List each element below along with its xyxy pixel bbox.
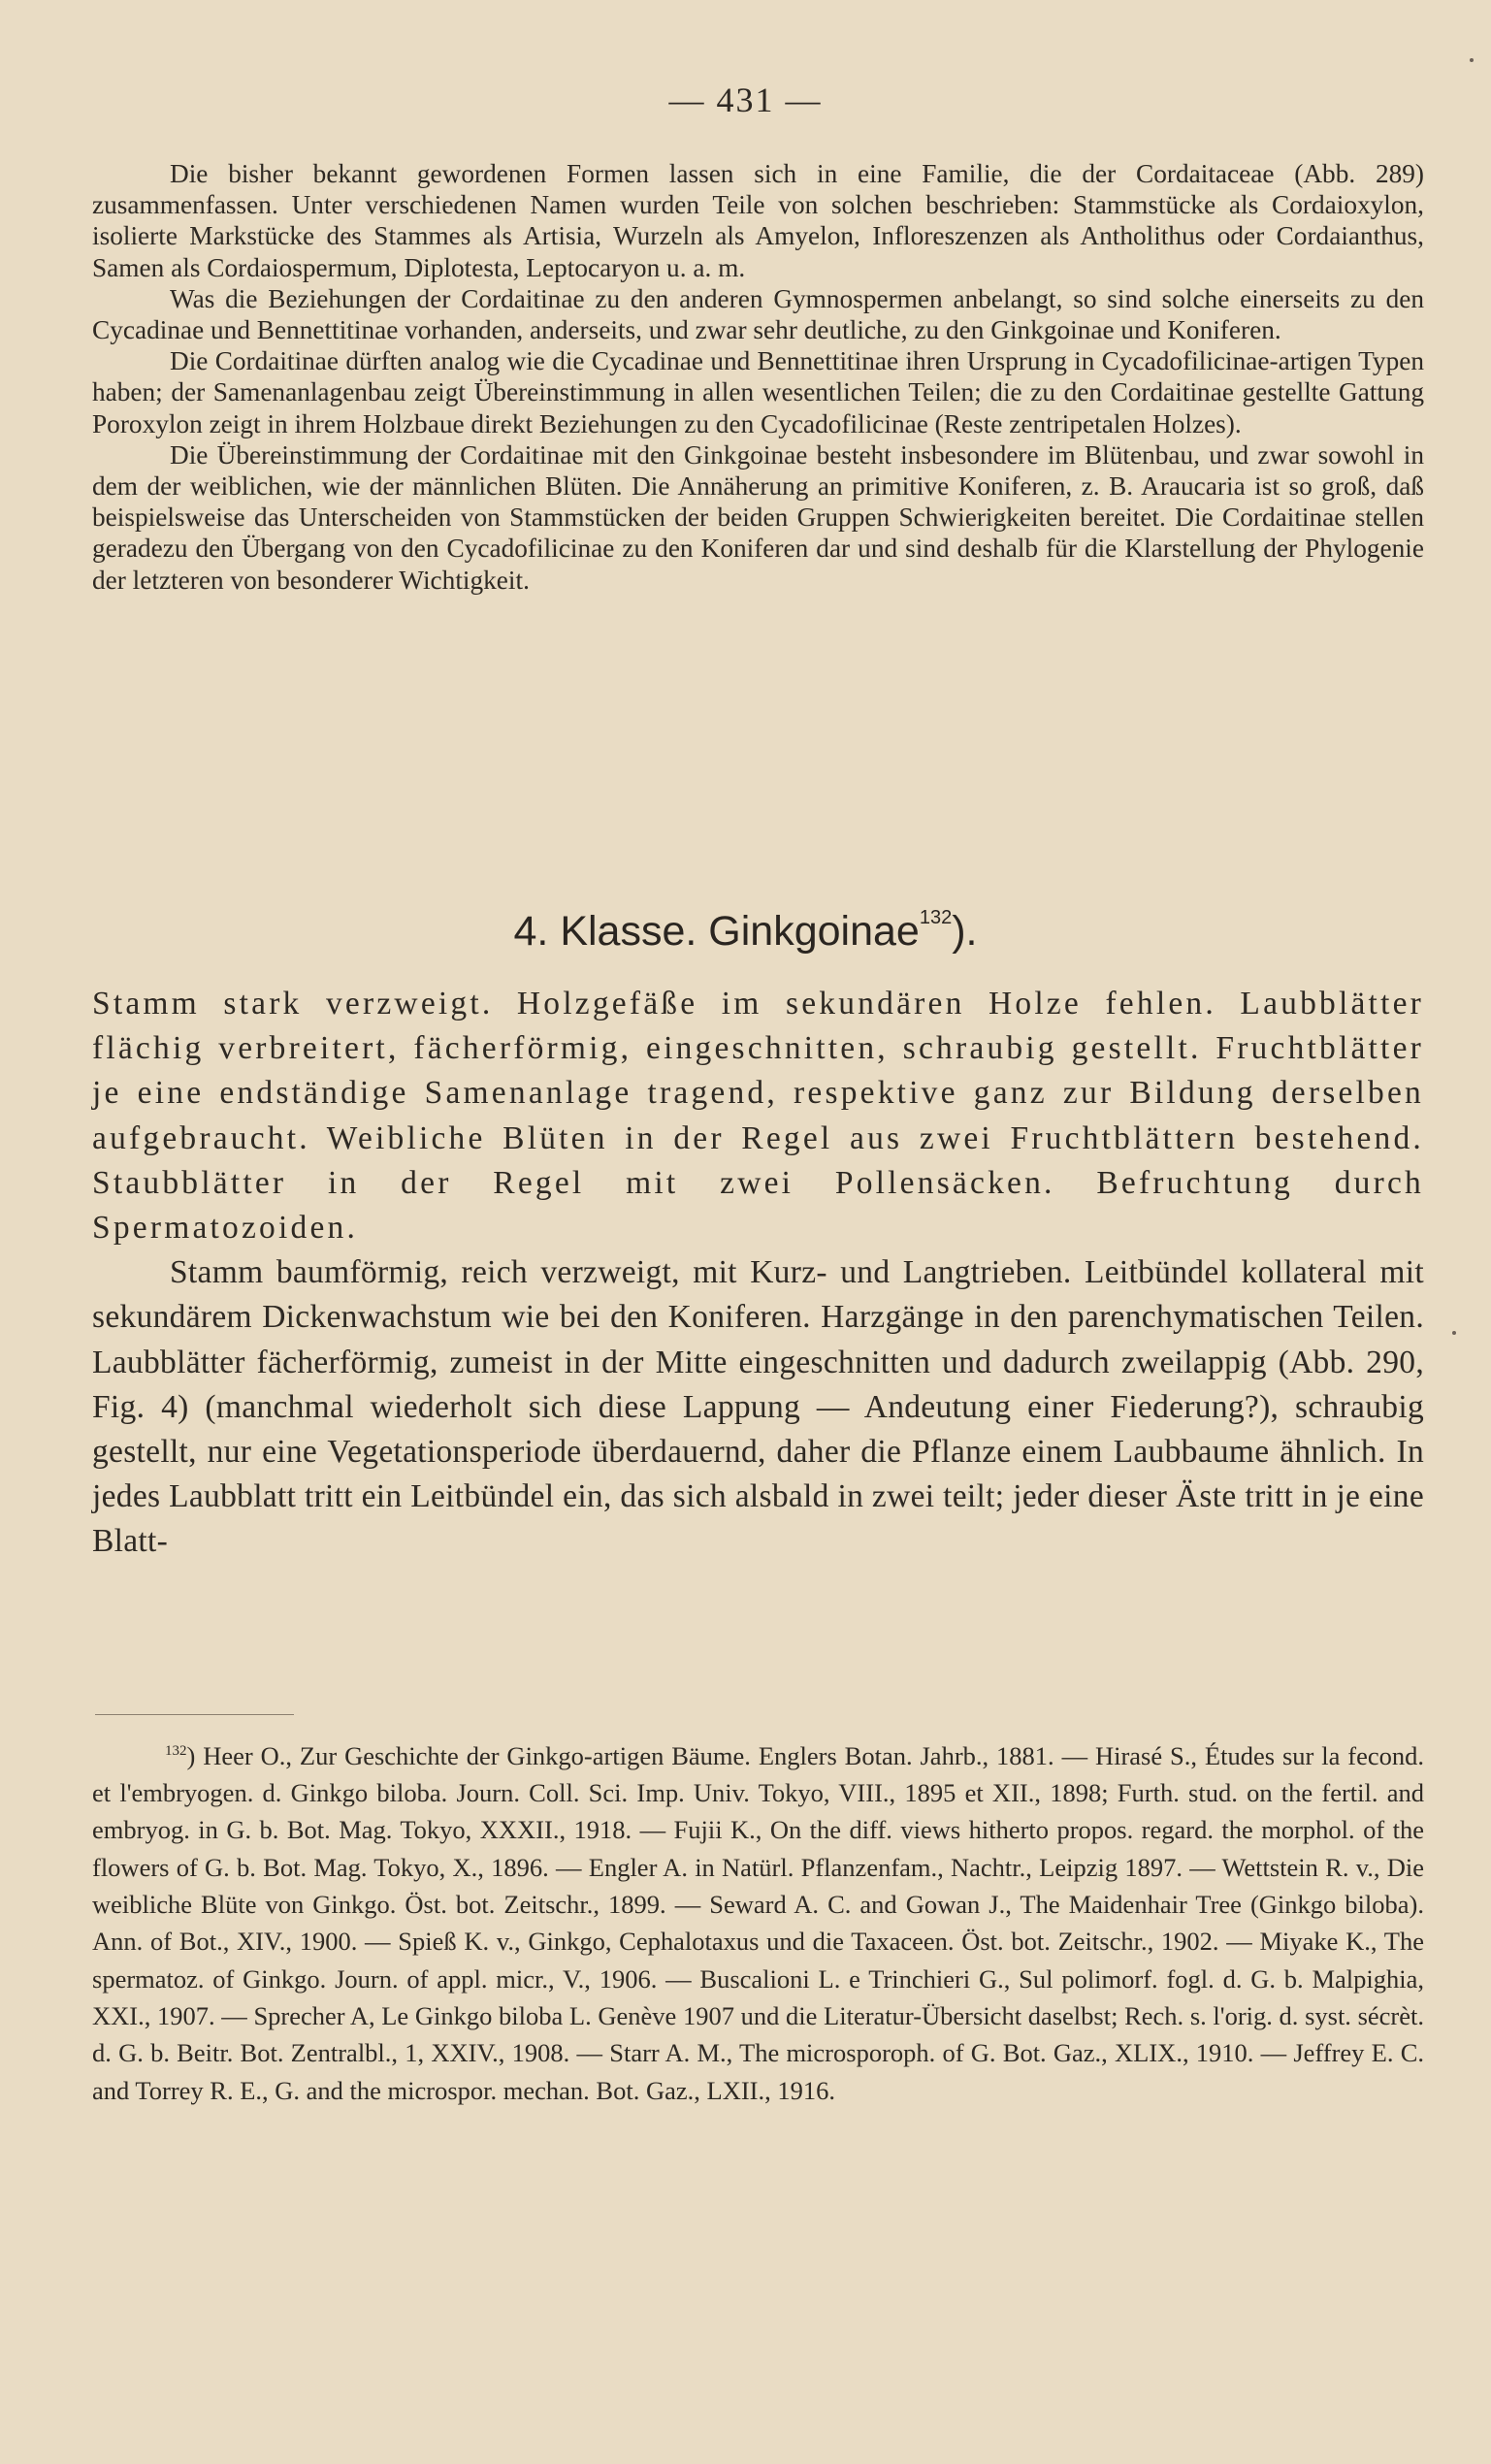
paragraph-cordaitaceae: Die bisher bekannt gewordenen Formen lassen sich in eine Familie, die der Cordaitaceae (Abb. 289) zusammenfassen. Unter verschiedenen Namen wurden Teile von solchen beschrieben: Stammstücke als Cordaioxylon, isolierte Markstücke des Stammes als Artisia, Wurzeln als Amyelon, Infloreszenzen als Antholithus oder Cordaianthus, Samen als Cordaiospermum, Diplotesta, Leptocaryon u. a. m. — [92, 159, 1424, 282]
page-number: — 431 — — [668, 81, 823, 119]
intro-section — [92, 158, 1424, 596]
section-heading — [0, 907, 1491, 956]
heading-footnote-ref: 132 — [919, 907, 953, 928]
heading-closing: ). — [952, 908, 978, 955]
footnote-section — [92, 1733, 1424, 2109]
diagnosis-paragraph: Stamm stark verzweigt. Holzgefäße im sekundären Holze fehlen. Laubblätter flächig verbreitert, fächerförmig, eingeschnitten, schraubig gestellt. Fruchtblätter je eine endständige Samenanlage tragend, respektive ganz zur Bildung derselben aufgebraucht. Weibliche Blüten in der Regel aus zwei Fruchtblättern bestehend. Staubblätter in der Regel mit zwei Pollensäcken. Befruchtung durch Spermatozoiden. — [92, 986, 1424, 1247]
description-paragraph: Stamm baumförmig, reich verzweigt, mit Kurz- und Langtrieben. Leitbündel kollateral mit sekundärem Dickenwachstum wie bei den Koniferen. Harzgänge in den parenchymatischen Teilen. Laubblätter fächerförmig, zumeist in der Mitte eingeschnitten und dadurch zweilappig (Abb. 290, Fig. 4) (manchmal wiederholt sich diese Lappung — Andeutung einer Fiederung?), schraubig gestellt, nur eine Vegetationsperiode überdauernd, daher die Pflanze einem Laubbaume ähnlich. In jedes Laubblatt tritt ein Leitbündel ein, das sich alsbald in zwei teilt; jeder dieser Äste tritt in je eine Blatt- — [92, 1254, 1424, 1560]
paragraph-agreement: Die Übereinstimmung der Cordaitinae mit den Ginkgoinae besteht insbesondere im Blütenbau, und zwar sowohl in dem der weiblichen, wie der männlichen Blüten. Die Annäherung an primitive Koniferen, z. B. Araucaria ist so groß, daß beispielsweise das Unterscheiden von Stammstücken der beiden Gruppen Schwierigkeiten bereitet. Die Cordaitinae stellen geradezu den Übergang von den Cycadofilicinae zu den Koniferen dar und sind deshalb für die Klarstellung der Phylogenie der letzteren von besonderer Wichtigkeit. — [92, 439, 1424, 595]
footnote-divider — [95, 1714, 294, 1715]
corner-speck — [1470, 58, 1474, 62]
footnote-text: Heer O., Zur Geschichte der Ginkgo-artigen Bäume. Englers Botan. Jahrb., 1881. — Hirasé S., Études sur la fecond. et l'embryogen. d. Ginkgo biloba. Journ. Coll. Sci. Imp. Univ. Tokyo, VIII., 1895 et XII., 1898; Furth. stud. on the fertil. and embryog. in G. b. Bot. Mag. Tokyo, XXXII., 1918. — Fujii K., On the diff. views hitherto propos. regard. the morphol. of the flowers of G. b. Bot. Mag. Tokyo, X., 1896. — Engler A. in Natürl. Pflanzenfam., Nachtr., Leipzig 1897. — Wettstein R. v., Die weibliche Blüte von Ginkgo. Öst. bot. Zeitschr., 1899. — Seward A. C. and Gowan J., The Maidenhair Tree (Ginkgo biloba). Ann. of Bot., XIV., 1900. — Spieß K. v., Ginkgo, Cephalotaxus und die Taxaceen. Öst. bot. Zeitschr., 1902. — Miyake K., The spermatoz. of Ginkgo. Journ. of appl. micr., V., 1906. — Buscalioni L. e Trinchieri G., Sul polimorf. fogl. d. G. b. Malpighia, XXI., 1907. — Sprecher A, Le Ginkgo biloba L. Genève 1907 und die Literatur-Übersicht daselbst; Rech. s. l'orig. d. syst. sécrèt. d. G. b. Beitr. Bot. Zentralbl., 1, XXIV., 1908. — Starr A. M., The microsporoph. of G. Bot. Gaz., XLIX., 1910. — Jeffrey E. C. and Torrey R. E., G. and the microspor. mechan. Bot. Gaz., LXII., 1916. — [92, 1740, 1424, 2105]
paragraph-relations: Was die Beziehungen der Cordaitinae zu den anderen Gymnospermen anbelangt, so sind solche einerseits zu den Cycadinae und Bennettitinae vorhanden, anderseits, und zwar sehr deutliche, zu den Ginkgoinae und Koniferen. — [92, 283, 1424, 345]
paragraph-origin: Die Cordaitinae dürften analog wie die Cycadinae und Bennettitinae ihren Ursprung in Cycadofilicinae-artigen Typen haben; der Samenanlagenbau zeigt Übereinstimmung in allen wesentlichen Teilen; die zu den Cordaitinae gestellte Gattung Poroxylon zeigt in ihrem Holzbaue direkt Beziehungen zu den Cycadofilicinae (Reste zentripetalen Holzes). — [92, 346, 1424, 438]
class-description — [92, 982, 1424, 1565]
margin-speck — [1452, 1331, 1456, 1335]
footnote-132: $^{132}$) Heer O., Zur Geschichte der Ginkgo-artigen Bäume. Englers Botan. Jahrb., 1881. — Hirasé S., Études sur la fecond. et l'embryogen. d. Ginkgo biloba. Journ. Coll. Sci. Imp. Univ. Tokyo, VIII., 1895 et XII., 1898; Furth. stud. on the fertil. and embryog. in G. b. Bot. Mag. Tokyo, XXXII., 1918. — Fujii K., On the diff. views hitherto propos. regard. the morphol. of the flowers of G. b. Bot. Mag. Tokyo, X., 1896. — Engler A. in Natürl. Pflanzenfam., Nachtr., Leipzig 1897. — Wettstein R. v., Die weibliche Blüte von Ginkgo. Öst. bot. Zeitschr., 1899. — Seward A. C. and Gowan J., The Maidenhair Tree (Ginkgo biloba). Ann. of Bot., XIV., 1900. — Spieß K. v., Ginkgo, Cephalotaxus und die Taxaceen. Öst. bot. Zeitschr., 1902. — Miyake K., The spermatoz. of Ginkgo. Journ. of appl. micr., V., 1906. — Buscalioni L. e Trinchieri G., Sul polimorf. fogl. d. G. b. Malpighia, XXI., 1907. — Sprecher A, Le Ginkgo biloba L. Genève 1907 und die Literatur-Übersicht daselbst; Rech. s. l'orig. d. syst. sécrèt. d. G. b. Beitr. Bot. Zentralbl., 1, XXIV., 1908. — Starr A. M., The microsporoph. of G. Bot. Gaz., XLIX., 1910. — Jeffrey E. C. and Torrey R. E., G. and the microspor. mechan. Bot. Gaz., LXII., 1916. — [92, 1740, 1424, 2105]
heading-text: 4. Klasse. Ginkgoinae — [513, 908, 920, 955]
footnote-marker: 132 — [165, 1743, 187, 1759]
